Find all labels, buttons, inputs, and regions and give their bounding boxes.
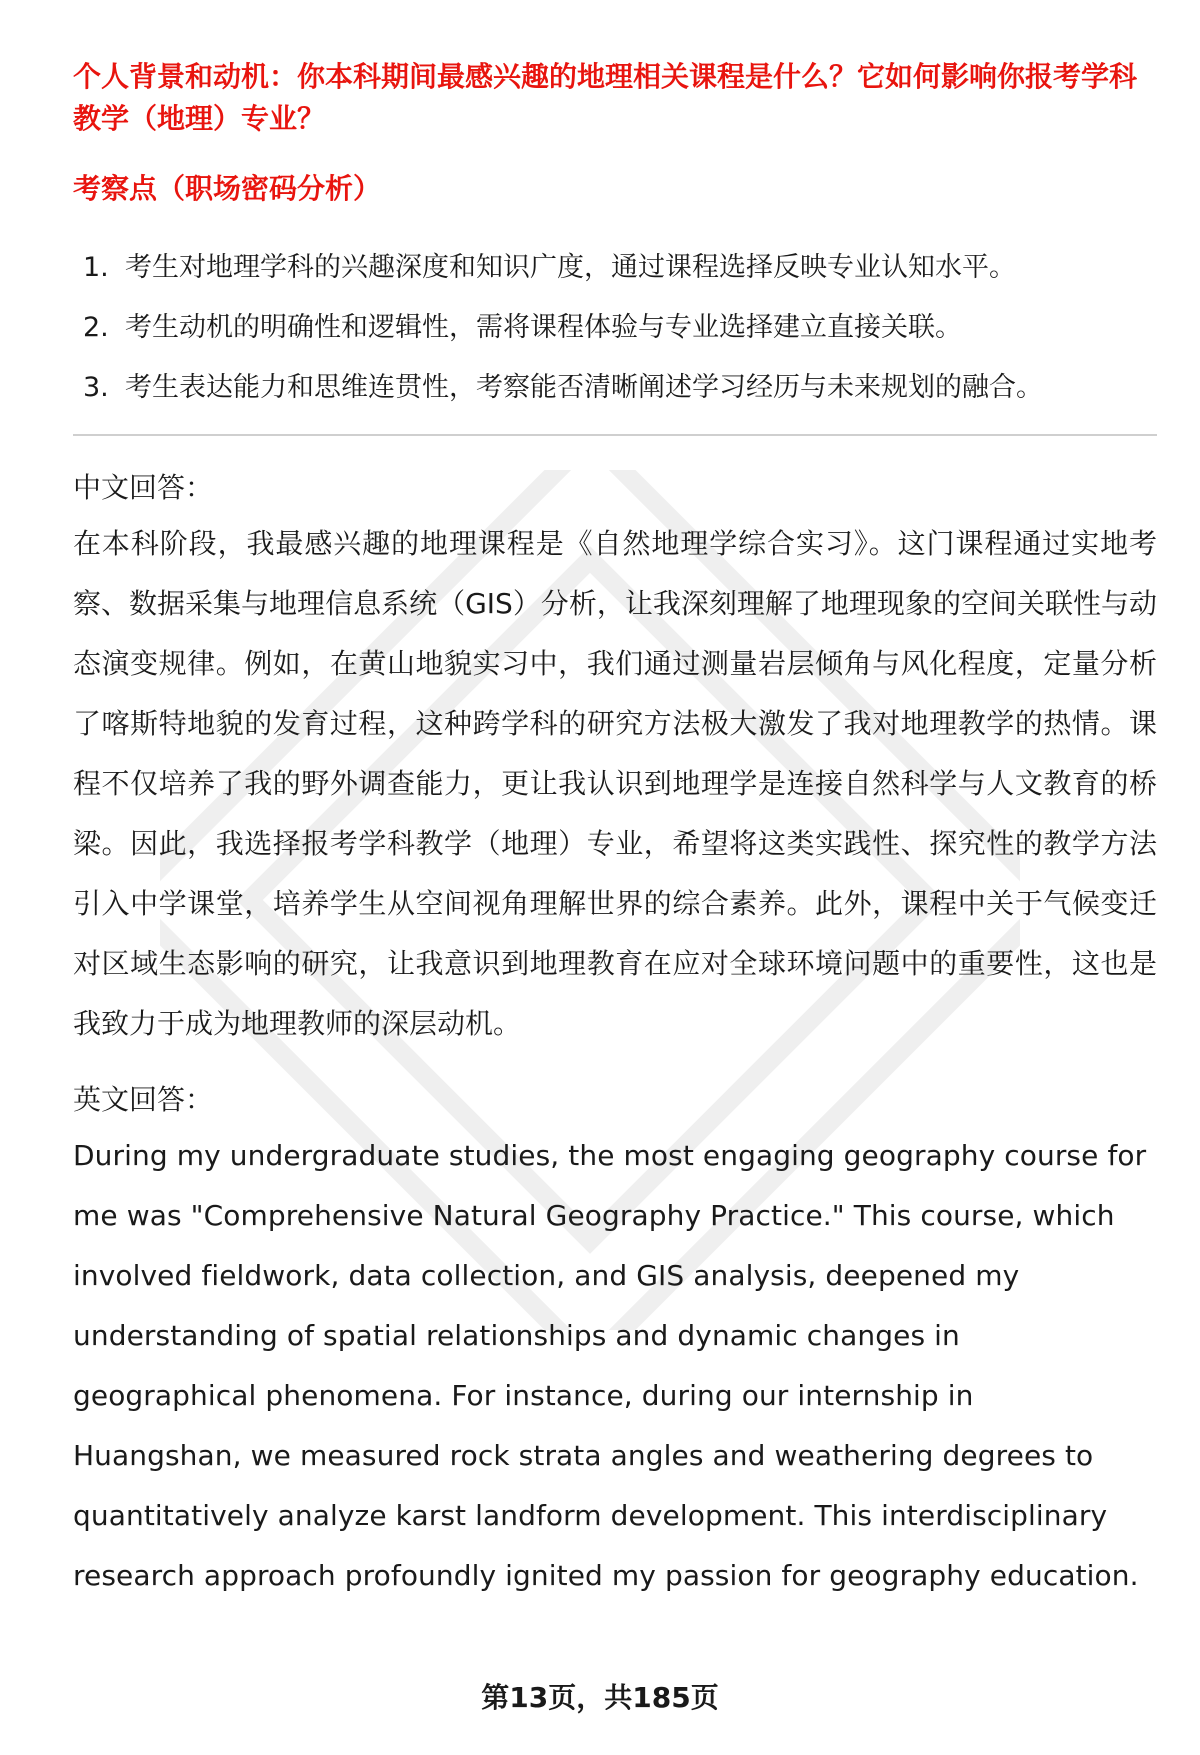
assessment-points-list [73, 238, 1157, 418]
list-item-number: 1. [83, 252, 109, 283]
english-answer-line: me was "Comprehensive Natural Geography Practice." This course, which [73, 1199, 1115, 1232]
english-answer-line: Huangshan, we measured rock strata angles and weathering degrees to [73, 1439, 1094, 1472]
english-answer-line: geographical phenomena. For instance, during our internship in [73, 1379, 974, 1412]
question-heading: 个人背景和动机：你本科期间最感兴趣的地理相关课程是什么？它如何影响你报考学科教学（地理）专业？ [73, 60, 1138, 135]
chinese-answer-text: 在本科阶段，我最感兴趣的地理课程是《自然地理学综合实习》。这门课程通过实地考察、数据采集与地理信息系统（GIS）分析，让我深刻理解了地理现象的空间关联性与动态演变规律。例如，在黄山地貌实习中，我们通过测量岩层倾角与风化程度，定量分析了喀斯特地貌的发育过程，这种跨学科的研究方法极大激发了我对地理教学的热情。课程不仅培养了我的野外调查能力，更让我认识到地理学是连接自然科学与人文教育的桥梁。因此，我选择报考学科教学（地理）专业，希望将这类实践性、探究性的教学方法引入中学课堂，培养学生从空间视角理解世界的综合素养。此外，课程中关于气候变迁对区域生态影响的研究，让我意识到地理教育在应对全球环境问题中的重要性，这也是我致力于成为地理教师的深层动机。 [73, 527, 1157, 1040]
section-divider [73, 434, 1157, 436]
english-answer-line: understanding of spatial relationships and dynamic changes in [73, 1319, 960, 1352]
english-answer-line: During my undergraduate studies, the most engaging geography course for [73, 1139, 1147, 1172]
english-answer-line: research approach profoundly ignited my passion for geography education. [73, 1559, 1139, 1592]
english-answer-text [73, 1126, 1157, 1606]
list-item [73, 238, 1157, 298]
list-item-text: 考生对地理学科的兴趣深度和知识广度，通过课程选择反映专业认知水平。 [125, 252, 1016, 283]
list-item [73, 298, 1157, 358]
english-answer-line: quantitatively analyze karst landform development. This interdisciplinary [73, 1499, 1108, 1532]
list-item-text: 考生动机的明确性和逻辑性，需将课程体验与专业选择建立直接关联。 [125, 312, 962, 343]
list-item-number: 2. [83, 312, 109, 343]
chinese-answer-label: 中文回答： [73, 471, 214, 504]
page-number-footer: 第13页，共185页 [481, 1681, 719, 1714]
assessment-points-heading: 考察点（职场密码分析） [73, 172, 382, 205]
list-item-text: 考生表达能力和思维连贯性，考察能否清晰阐述学习经历与未来规划的融合。 [125, 372, 1043, 403]
list-item [73, 358, 1157, 418]
list-item-number: 3. [83, 372, 109, 403]
english-answer-line: involved fieldwork, data collection, and GIS analysis, deepened my [73, 1259, 1020, 1292]
main-content [73, 56, 1157, 1606]
english-answer-label: 英文回答： [73, 1083, 214, 1116]
